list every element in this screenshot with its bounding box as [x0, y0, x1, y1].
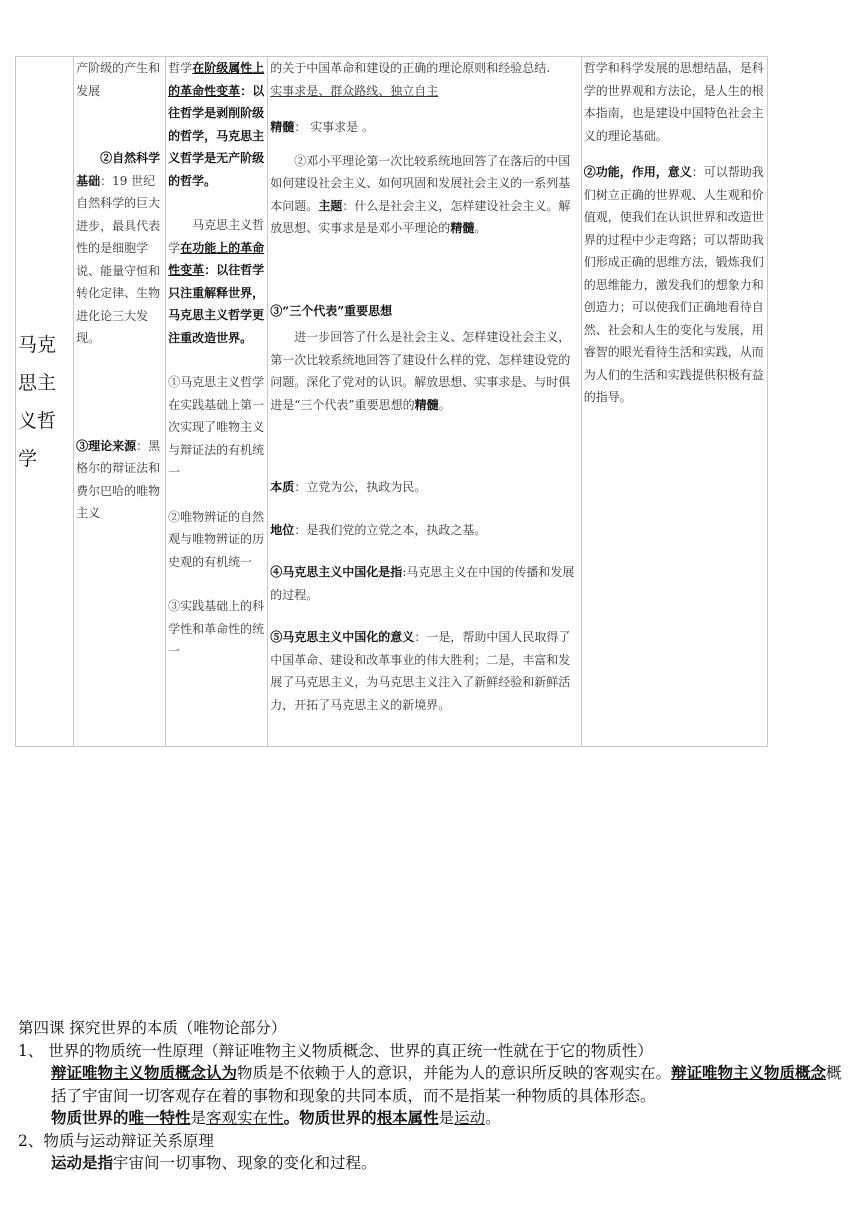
china-theory-cell: [268, 57, 581, 747]
class-origin-text: 产阶级的产生和发展: [76, 61, 161, 98]
sinicization-meaning-text: ⑤马克思主义中国化的意义：一是，帮助中国人民取得了中国革命、建设和改革事业的伟大胜利；二是，丰富和发展了马克思主义，为马克思主义注入了新鲜经验和新鲜活力，开拓了马克思主义的新境界。: [270, 630, 571, 712]
theory-source-text: ③理论来源：黑格尔的辩证法和费尔巴哈的唯物主义: [76, 438, 161, 520]
lesson-section: [18, 1017, 848, 1175]
feature-2-text: ②唯物辨证的自然观与唯物辨证的历史观的有机统一: [168, 509, 265, 569]
mao-thought-text: 的关于中国革命和建设的正确的理论原则和经验总结. 实事求是、群众路线、独立自主: [270, 61, 551, 98]
status-text: 地位：是我们党的立党之本，执政之基。: [270, 522, 487, 537]
principle-2-heading: 2、物质与运动辩证关系原理: [18, 1131, 214, 1150]
mao-essence-text: 精髓： 实事求是 。: [270, 120, 374, 134]
class-revolution-text: 哲学在阶级属性上的革命性变革：以往哲学是剥削阶级的哲学，马克思主义哲学是无产阶级的哲学。: [168, 61, 265, 188]
origin-cell: [74, 57, 166, 747]
feature-cell: [166, 57, 268, 747]
significance-text: 哲学和科学发展的思想结晶，是科学的世界观和方法论，是人生的根本指南，也是建设中国特色社会主义的理论基础。: [583, 61, 764, 143]
principle-1-heading: 1、 世界的物质统一性原理（辩证唯物主义物质概念、世界的真正统一性就在于它的物质性）: [18, 1041, 653, 1060]
row-label: 马克思主义哲学: [18, 333, 57, 470]
sinicization-definition-text: ④马克思主义中国化是指:马克思主义在中国的传播和发展的过程。: [270, 565, 575, 602]
feature-1-text: ①马克思主义哲学在实践基础上第一次实现了唯物主义与辩证法的有机统一: [168, 375, 265, 479]
nature-text: 本质：立党为公，执政为民。: [270, 480, 427, 494]
lesson-title: 第四课 探究世界的本质（唯物论部分）: [18, 1019, 287, 1037]
three-represents-text: 进一步回答了什么是社会主义、怎样建设社会主义， 第一次比较系统地回答了建设什么样的党、怎样建设党的问题。深化了党对的认识。解放思想、实事求是、与时俱进是“三个代表”重要思想的精髓。: [270, 330, 571, 412]
deng-theory-text: ②邓小平理论第一次比较系统地回答了在落后的中国如何建设社会主义、如何巩固和发展社会主义的一系列基本问题。主题：什么是社会主义，怎样建设社会主义。解放思想、实事求是是邓小平理论的精髓。: [270, 153, 571, 235]
philosophy-table: [15, 56, 768, 747]
function-revolution-text: 马克思主义哲学在功能上的革命性变革：以往哲学只注重解释世界，马克思主义哲学更注重改造世界。: [168, 218, 265, 345]
science-basis-text: ②自然科学基础：19 世纪自然科学的巨大进步，最具代表性的是细胞学说、能量守恒和转化定律、生物进化论三大发现。: [76, 151, 161, 345]
motion-definition-text: 运动是指宇宙间一切事物、现象的变化和过程。: [51, 1153, 377, 1172]
matter-definition-text: 辩证唯物主义物质概念认为物质是不依赖于人的意识，并能为人的意识所反映的客观实在。辩证唯物主义物质概念概括了宇宙间一切客观存在着的事物和现象的共同本质，而不是指某一种物质的具体形态。: [51, 1063, 842, 1105]
row-label-cell: [16, 57, 74, 747]
three-represents-title: ③“三个代表”重要思想: [270, 303, 393, 318]
matter-property-text: 物质世界的唯一特性是客观实在性。物质世界的根本属性是运动。: [51, 1108, 501, 1127]
feature-3-text: ③实践基础上的科学性和革命性的统一: [168, 599, 265, 658]
significance-cell: [581, 57, 767, 747]
function-text: ②功能，作用，意义：可以帮助我们树立正确的世界观、人生观和价值观，使我们在认识世界和改造世界的过程中少走弯路；可以帮助我们形成正确的思维方法，锻炼我们的思维能力，激发我们的想象力和创造力；可以使我们正确地看待自然、社会和人生的变化与发展，用睿智的眼光看待生活和实践，从而为人们的生活和实践提供积极有益的指导。: [583, 165, 764, 404]
table-row: [16, 57, 768, 747]
